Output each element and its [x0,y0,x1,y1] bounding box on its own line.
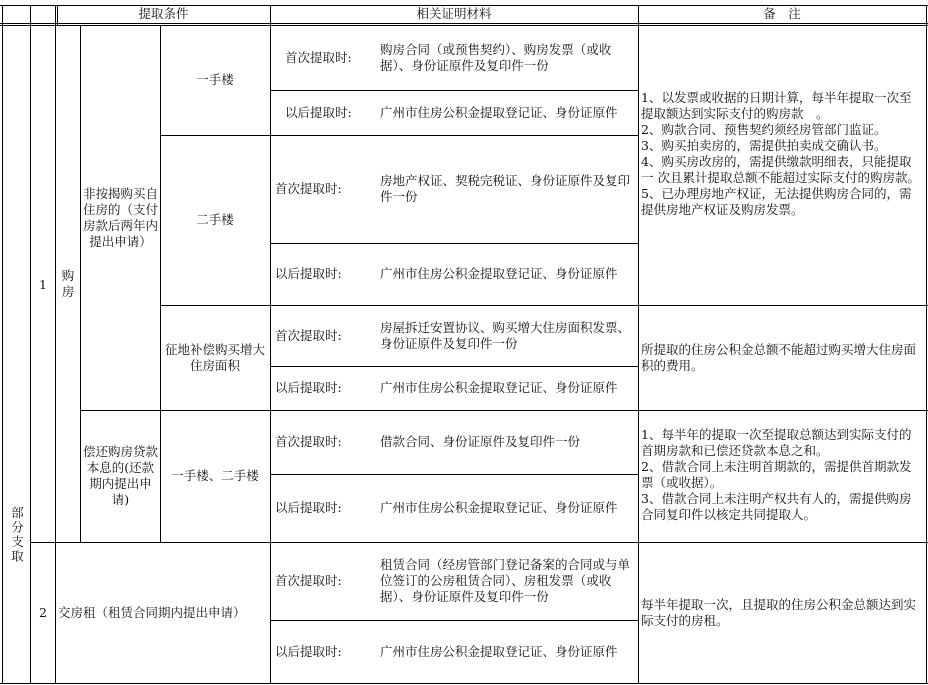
group-non-mortgage: 非按揭购买自住房的（支付房款后两年内提出申请） [83,186,159,249]
material-text: 广州市住房公积金提取登记证、身份证原件 [380,380,618,395]
type-first-hand: 一手楼 [196,72,234,87]
material-text: 购房合同（或预售契约）、购房发票（或收据）、身份证原件及复印件一份 [380,41,612,73]
note-text: 每半年提取一次，且提取的住房公积金总额达到实际支付的房租。 [641,596,917,628]
type-both: 一手楼、二手楼 [171,468,259,483]
header-conditions: 提取条件 [138,6,189,21]
grid-line [0,683,928,684]
material-text: 广州市住房公积金提取登记证、身份证原件 [380,643,618,659]
type-second-hand: 二手楼 [196,212,234,227]
later-label: 以后提取时: [275,500,342,515]
material-text: 广州市住房公积金提取登记证、身份证原件 [380,266,618,281]
material-text: 广州市住房公积金提取登记证、身份证原件 [380,500,618,515]
row-index-1: 1 [39,277,47,292]
material-text: 房屋拆迁安置协议、购买增大住房面积发票、身份证原件及复印件一份 [380,319,631,351]
later-label: 以后提取时: [275,643,342,659]
material-text: 房地产权证、契税完税证、身份证原件及复印件一份 [380,173,631,204]
grid-line [638,5,639,684]
material-text: 借款合同、身份证原件及复印件一份 [380,434,581,449]
type-relocation: 征地补偿购买增大住房面积 [165,341,266,373]
first-label: 首次提取时: [275,573,342,588]
material-text: 租赁合同（经房管部门登记备案的合同或与单位签订的公房租赁合同）、房租发票（或收据）、身份证原件及复印件一份 [380,557,631,604]
note-text: 所提取的住房公积金总额不能超过购买增大住房面积的费用。 [641,341,917,373]
section-label: 部分支取 [9,506,25,564]
grid-line [926,5,927,684]
material-text: 广州市住房公积金提取登记证、身份证原件 [380,104,618,120]
header-materials: 相关证明材料 [416,6,492,21]
group-loan-repayment: 偿还购房贷款本息的(还款期内提出申请) [83,444,159,507]
first-label: 首次提取时: [275,434,342,449]
later-label: 以后提取时: [275,266,342,281]
grid-line [30,5,31,684]
later-label: 以后提取时: [285,104,352,120]
grid-line [2,5,3,684]
later-label: 以后提取时: [275,380,342,395]
row-index-2: 2 [39,605,47,620]
first-label: 首次提取时: [275,327,342,343]
grid-line [270,5,271,684]
note-text: 1、以发票或收据的日期计算，每半年提取一次至提取额达到实际支付的购房款 。 2、购款合同、预售契约须经房管部门监证。 3、购买拍卖房的，需提供拍卖成交确认书。 4、购买房改房的，需提供缴款明细表，只能提取一 次且累计提取总额不能超过实际支付的购房款。 5、已办理房地产权证，无法提供购房合同的，需提供房地产权证及购房发票。 [641,90,920,217]
first-label: 首次提取时: [285,49,352,65]
grid-line [80,25,81,542]
note-text: 1、每半年的提取一次至提取总额达到实际支付的首期房款和已偿还贷款本息之和。 2、借款合同上未注明首期款的，需提供首期款发票（或收据）。 3、借款合同上未注明产权共有人的，需提供购房合同复印件以核定共同提取人。 [641,427,912,522]
grid-line [0,23,928,24]
category-rent: 交房租（租赁合同期内提出申请） [58,604,246,620]
first-label: 首次提取时: [275,181,342,196]
header-notes: 备 注 [763,6,801,21]
category-purchase: 购房 [61,268,75,299]
grid-line [55,5,56,684]
